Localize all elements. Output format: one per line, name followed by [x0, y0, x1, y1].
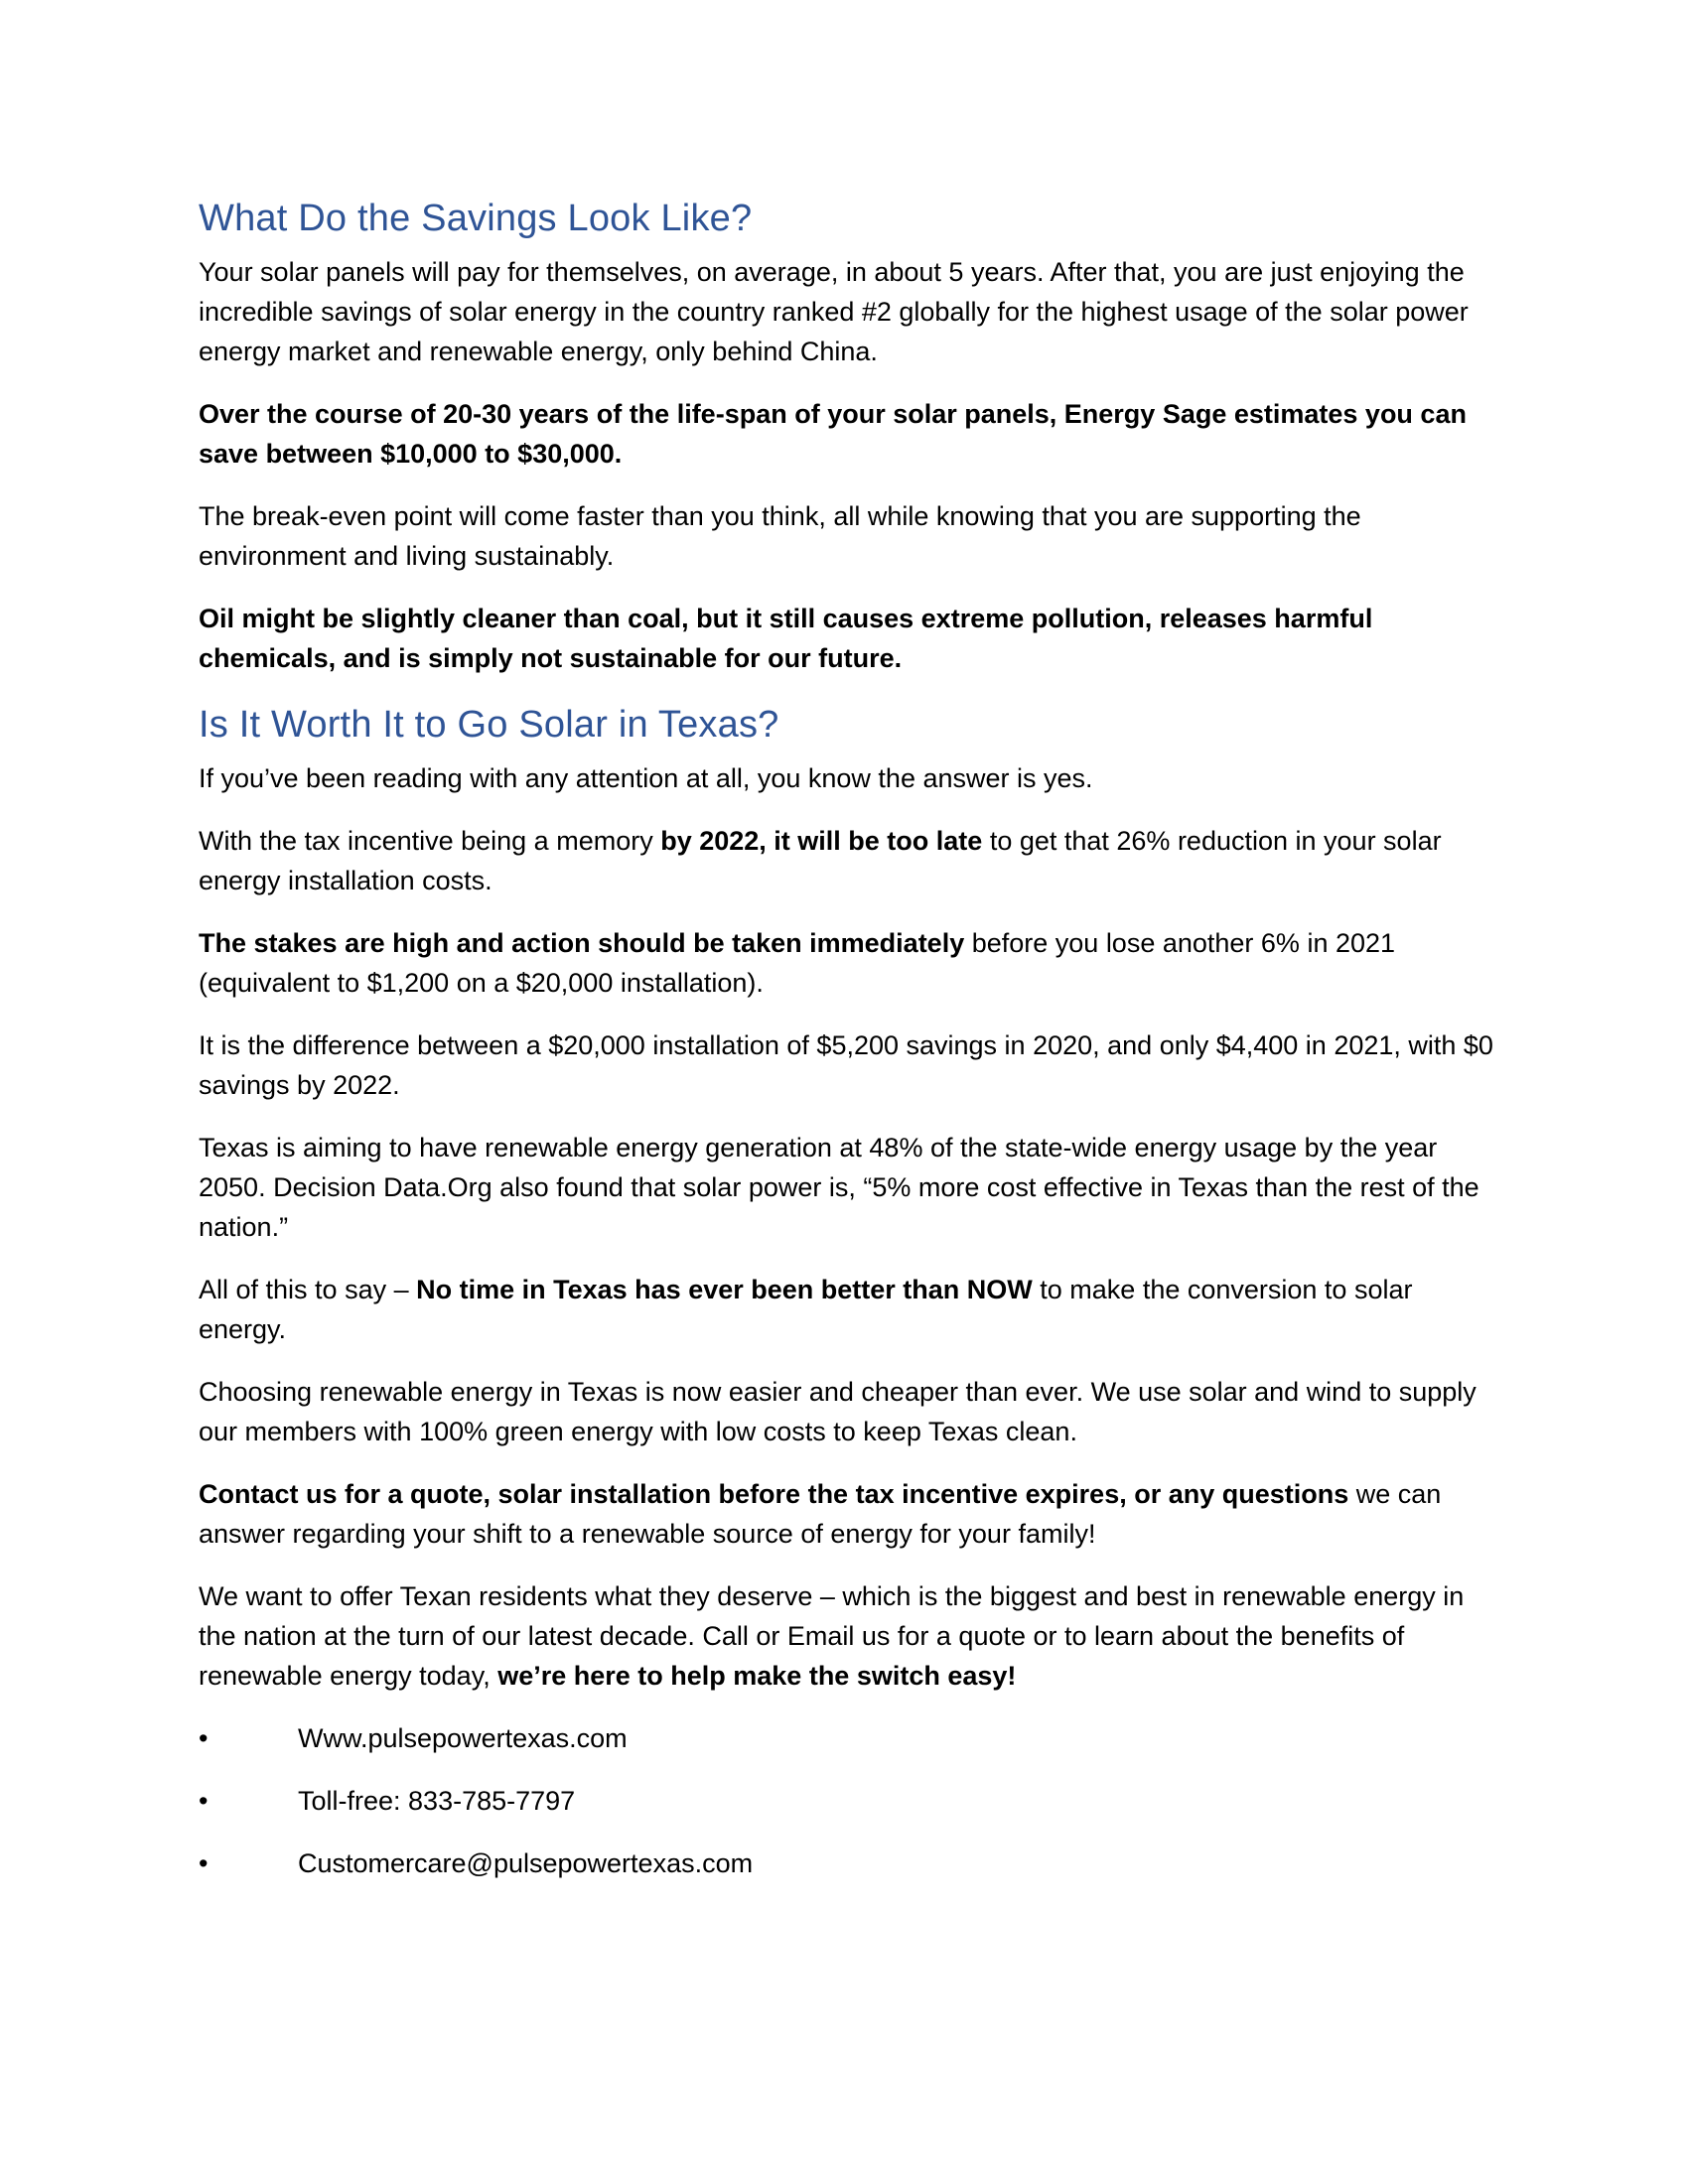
contact-phone	[199, 1781, 1499, 1821]
contact-email	[199, 1843, 1499, 1883]
emphasis-stakes-high: The stakes are high and action should be taken immediately	[199, 928, 965, 958]
text-segment: to get that 26% reduction in your solar energy installation costs.	[199, 826, 1442, 895]
bullet-icon: •	[199, 1786, 209, 1816]
emphasis-switch-easy: we’re here to help make the switch easy!	[497, 1661, 1017, 1691]
paragraph-better-than-now	[199, 1270, 1499, 1349]
paragraph-stakes	[199, 923, 1499, 1003]
paragraph-payback: Your solar panels will pay for themselves, on average, in about 5 years. After that, you are just enjoying the incredible savings of solar energy in the country ranked #2 globally for the highest usage of the solar power energy market and renewable energy, only behind China.	[199, 257, 1469, 366]
text-segment: With the tax incentive being a memory	[199, 826, 661, 856]
paragraph-installation-difference: It is the difference between a $20,000 installation of $5,200 savings in 2020, and only $4,400 in 2021, with $0 savings by 2022.	[199, 1030, 1493, 1100]
contact-website-text[interactable]: Www.pulsepowertexas.com	[298, 1723, 628, 1753]
contact-list	[199, 1718, 1499, 1883]
paragraph-tax-incentive	[199, 821, 1499, 900]
contact-website	[199, 1718, 1499, 1758]
paragraph-contact-us	[199, 1474, 1499, 1554]
text-segment: All of this to say –	[199, 1275, 417, 1304]
text-segment: before you lose another 6% in 2021 (equivalent to $1,200 on a $20,000 installation).	[199, 928, 1396, 998]
paragraph-texas-goal: Texas is aiming to have renewable energy generation at 48% of the state-wide energy usage by the year 2050. Decision Data.Org also found that solar power is, “5% more cost effective in Texas than the rest of the nation.”	[199, 1133, 1479, 1242]
emphasis-too-late: by 2022, it will be too late	[660, 826, 983, 856]
paragraph-green-energy: Choosing renewable energy in Texas is now easier and cheaper than ever. We use solar and wind to supply our members with 100% green energy with low costs to keep Texas clean.	[199, 1377, 1477, 1446]
paragraph-break-even: The break-even point will come faster than you think, all while knowing that you are supporting the environment and living sustainably.	[199, 501, 1361, 571]
text-segment: we can answer regarding your shift to a renewable source of energy for your family!	[199, 1479, 1442, 1549]
document-page	[199, 195, 1499, 1906]
paragraph-answer-yes: If you’ve been reading with any attention at all, you know the answer is yes.	[199, 763, 1093, 793]
text-segment: We want to offer Texan residents what they deserve – which is the biggest and best in renewable energy in the nation at the turn of our latest decade. Call or Email us for a quote or to learn about the benefits of renewable energy today,	[199, 1581, 1465, 1691]
paragraph-oil-pollution: Oil might be slightly cleaner than coal, but it still causes extreme pollution, releases harmful chemicals, and is simply not sustainable for our future.	[199, 604, 1373, 673]
contact-email-text[interactable]: Customercare@pulsepowertexas.com	[298, 1848, 754, 1878]
bullet-icon: •	[199, 1723, 209, 1753]
text-segment: to make the conversion to solar energy.	[199, 1275, 1413, 1344]
emphasis-contact-us: Contact us for a quote, solar installation before the tax incentive expires, or any questions	[199, 1479, 1349, 1509]
bullet-icon: •	[199, 1848, 209, 1878]
contact-phone-text[interactable]: Toll-free: 833-785-7797	[298, 1786, 576, 1816]
emphasis-no-time-better: No time in Texas has ever been better than NOW	[416, 1275, 1033, 1304]
paragraph-texan-residents	[199, 1576, 1499, 1696]
paragraph-energy-sage-estimate: Over the course of 20-30 years of the life-span of your solar panels, Energy Sage estimates you can save between $10,000 to $30,000.	[199, 399, 1467, 469]
heading-savings: What Do the Savings Look Like?	[199, 198, 753, 239]
heading-worth-it: Is It Worth It to Go Solar in Texas?	[199, 704, 779, 746]
